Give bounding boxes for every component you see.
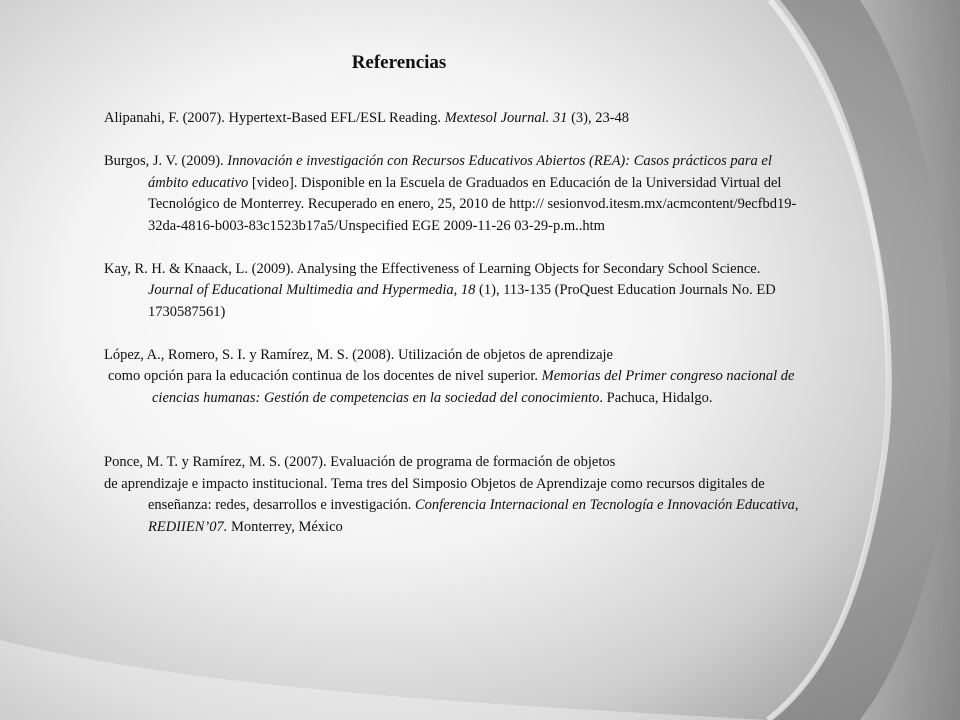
reference-title: Memorias del Primer congreso nacional de ciencias humanas: Gestión de competencias en la sociedad del conocimiento bbox=[152, 368, 795, 406]
reference-lopez bbox=[104, 345, 804, 410]
reference-text: Kay, R. H. & Knaack, L. (2009). Analysing the Effectiveness of Learning Objects for Secondary School Science. bbox=[104, 260, 761, 277]
reference-text: López, A., Romero, S. I. y Ramírez, M. S. (2008). Utilización de objetos de aprendizaje bbox=[104, 346, 613, 363]
reference-text: [video]. Disponible en la Escuela de Graduados en Educación de la Universidad Virtual del Tecnológico de Monterrey. Recuperado en enero, 25, 2010 de http:// sesionvod.itesm.mx/acmcontent/9ecfbd19-32da-4816-b003-83c1523b17a5/Unspecified EGE 2009-11-26 03-29-p.m..htm bbox=[148, 174, 797, 234]
reference-journal: Journal of Educational Multimedia and Hypermedia, 18 bbox=[148, 282, 476, 298]
reference-kay bbox=[104, 259, 804, 324]
reference-text: (1), 113-135 (ProQuest Education Journals No. ED 1730587561) bbox=[148, 282, 776, 320]
reference-body bbox=[104, 474, 804, 539]
reference-journal: Mextesol Journal. 31 bbox=[444, 110, 568, 126]
reference-text: Burgos, J. V. (2009). bbox=[104, 153, 228, 169]
reference-text: como opción para la educación continua de los docentes de nivel superior. bbox=[108, 368, 542, 384]
reference-text: Alipanahi, F. (2007). Hypertext-Based EFL/ESL Reading. bbox=[104, 110, 445, 126]
reference-list bbox=[104, 108, 804, 538]
reference-text: Monterrey, México bbox=[227, 518, 343, 535]
page-title: Referencias bbox=[351, 52, 447, 73]
reference-ponce bbox=[104, 452, 804, 538]
reference-text: Ponce, M. T. y Ramírez, M. S. (2007). Evaluación de programa de formación de objetos bbox=[104, 454, 616, 470]
reference-body bbox=[108, 366, 804, 409]
reference-text: (3), 23-48 bbox=[567, 110, 630, 126]
reference-text: . Pachuca, Hidalgo. bbox=[599, 389, 713, 406]
reference-text: de aprendizaje e impacto institucional. Tema tres del Simposio Objetos de Aprendizaje como recursos digitales de enseñanza: redes, desarrollos e investigación. bbox=[104, 475, 765, 513]
reference-title: Innovación e investigación con Recursos Educativos Abiertos (REA): Casos prácticos para el ámbito educativo bbox=[148, 153, 772, 191]
reference-burgos bbox=[104, 151, 804, 237]
reference-title: Conferencia Internacional en Tecnología e Innovación Educativa, REDIIEN’07. bbox=[148, 497, 799, 535]
reference-alipanahi bbox=[104, 108, 804, 130]
